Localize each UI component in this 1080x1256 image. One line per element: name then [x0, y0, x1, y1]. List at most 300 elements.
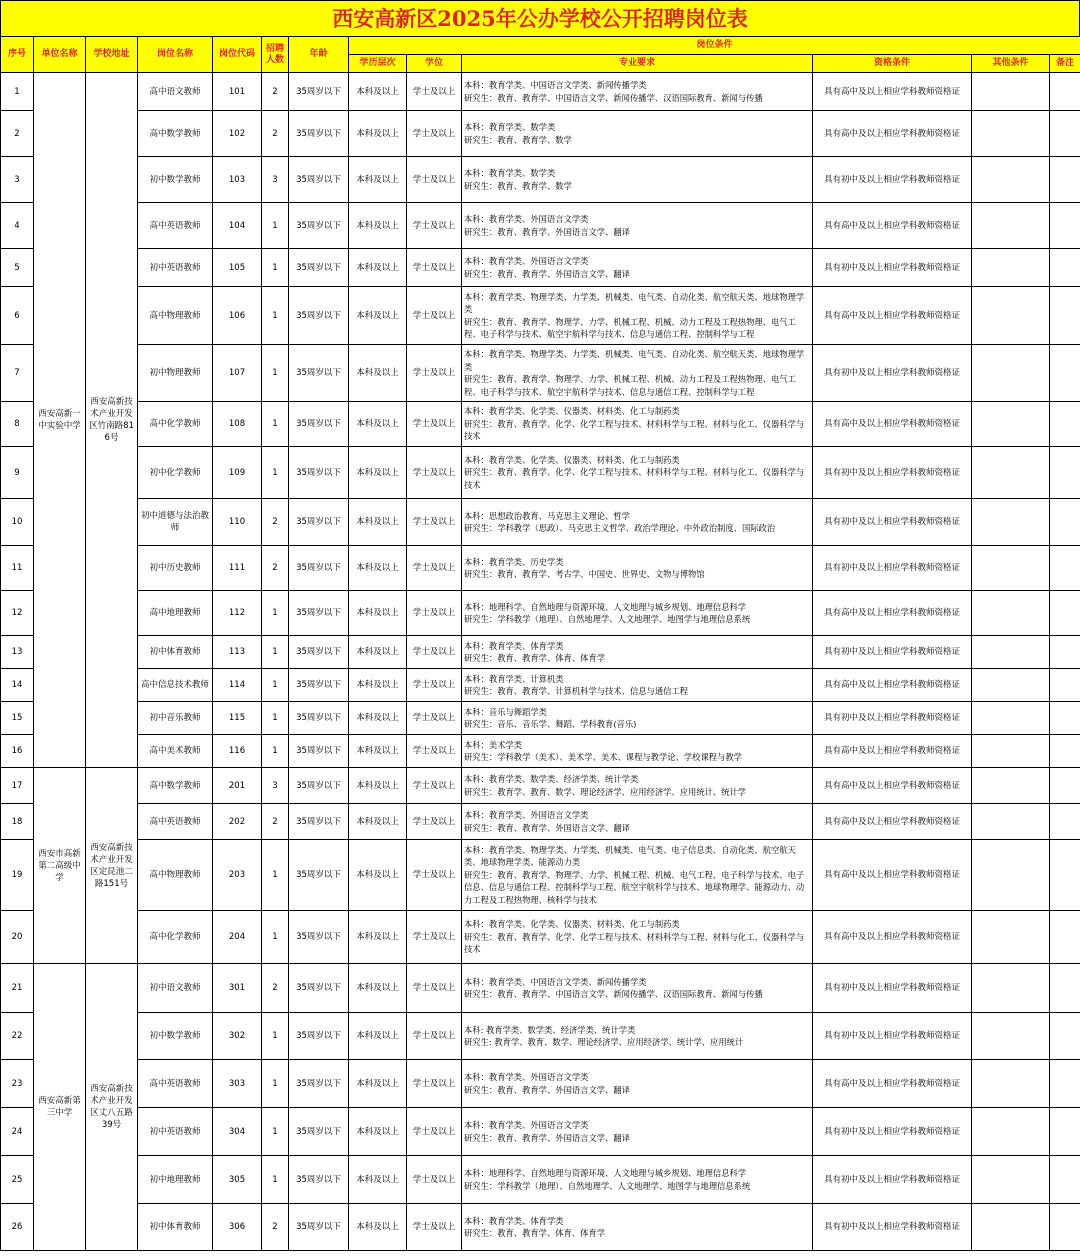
cell-position: 高中数学教师	[138, 111, 213, 157]
cell-qualification: 具有高中及以上相应学科教师资格证	[813, 591, 972, 636]
cell-count: 1	[262, 1060, 289, 1108]
cell-remark	[1050, 768, 1080, 804]
cell-degree: 学士及以上	[407, 73, 462, 111]
cell-count: 2	[262, 111, 289, 157]
major-line: 本科：教育学类、历史学类	[464, 556, 564, 567]
cell-age: 35周岁以下	[289, 402, 349, 447]
cell-education: 本科及以上	[349, 111, 407, 157]
cell-education: 本科及以上	[349, 702, 407, 735]
cell-unit: 西安高新第三中学	[34, 964, 86, 1251]
cell-qualification: 具有初中及以上相应学科教师资格证	[813, 249, 972, 287]
cell-education: 本科及以上	[349, 768, 407, 804]
cell-position: 初中英语教师	[138, 249, 213, 287]
cell-seq: 18	[1, 804, 34, 840]
cell-other	[972, 636, 1050, 669]
cell-age: 35周岁以下	[289, 735, 349, 768]
cell-education: 本科及以上	[349, 636, 407, 669]
cell-code: 102	[213, 111, 262, 157]
cell-qualification: 具有高中及以上相应学科教师资格证	[813, 73, 972, 111]
cell-other	[972, 1013, 1050, 1060]
cell-other	[972, 1108, 1050, 1156]
cell-degree: 学士及以上	[407, 1060, 462, 1108]
cell-seq: 8	[1, 402, 34, 447]
cell-seq: 15	[1, 702, 34, 735]
cell-major	[462, 402, 813, 447]
cell-other	[972, 768, 1050, 804]
major-line: 研究生：教育、教育学、物理学、力学、机械工程、机械、电气工程、电子科学与技术、电子信息、信息与通信工程、控制科学与工程、航空宇航科学与技术、地球物理学、能源动力、动力工程及工程热物理、核科学与技术	[464, 869, 805, 905]
cell-qualification: 具有初中及以上相应学科教师资格证	[813, 1013, 972, 1060]
cell-position: 初中体育教师	[138, 1204, 213, 1251]
header-address: 学校地址	[86, 37, 138, 73]
cell-age: 35周岁以下	[289, 203, 349, 249]
table-row	[1, 768, 1080, 804]
cell-remark	[1050, 249, 1080, 287]
cell-qualification: 具有初中及以上相应学科教师资格证	[813, 1108, 972, 1156]
major-line: 研究生：教育、教育学、物理学、力学、机械工程、机械、动力工程及工程热物理、电气工程、电子科学与技术、航空宇航科学与技术、信息与通信工程、控制科学与工程	[464, 316, 796, 339]
recruitment-table	[0, 36, 1080, 1251]
cell-code: 112	[213, 591, 262, 636]
cell-seq: 5	[1, 249, 34, 287]
cell-position: 初中数学教师	[138, 157, 213, 203]
cell-code: 104	[213, 203, 262, 249]
table-row	[1, 203, 1080, 249]
cell-major	[462, 735, 813, 768]
cell-education: 本科及以上	[349, 249, 407, 287]
table-row	[1, 964, 1080, 1013]
cell-education: 本科及以上	[349, 447, 407, 499]
major-line: 本科：教育学类、外国语言文学类	[464, 214, 589, 224]
cell-position: 高中英语教师	[138, 203, 213, 249]
major-line: 研究生：教育、教育学、化学、化学工程与技术、材料科学与工程、材料与化工、仪器科学与技术	[464, 931, 805, 955]
cell-seq: 4	[1, 203, 34, 249]
table-row	[1, 111, 1080, 157]
cell-age: 35周岁以下	[289, 73, 349, 111]
cell-position: 高中地理教师	[138, 591, 213, 636]
cell-qualification: 具有初中及以上相应学科教师资格证	[813, 702, 972, 735]
cell-count: 1	[262, 702, 289, 735]
cell-qualification: 具有初中及以上相应学科教师资格证	[813, 546, 972, 591]
cell-major	[462, 1060, 813, 1108]
cell-code: 114	[213, 669, 262, 702]
table-row	[1, 840, 1080, 911]
cell-seq: 6	[1, 287, 34, 345]
cell-seq: 20	[1, 911, 34, 964]
cell-education: 本科及以上	[349, 345, 407, 402]
table-row	[1, 249, 1080, 287]
header-major: 专业要求	[462, 55, 813, 73]
cell-age: 35周岁以下	[289, 546, 349, 591]
major-line: 本科：教育学类、计算机类	[464, 673, 564, 684]
cell-remark	[1050, 591, 1080, 636]
cell-position: 高中美术教师	[138, 735, 213, 768]
cell-qualification: 具有初中及以上相应学科教师资格证	[813, 636, 972, 669]
cell-count: 3	[262, 157, 289, 203]
major-line: 研究生：教育、教育学、数学	[464, 134, 572, 145]
cell-qualification: 具有高中及以上相应学科教师资格证	[813, 1060, 972, 1108]
cell-major	[462, 636, 813, 669]
cell-other	[972, 447, 1050, 499]
cell-degree: 学士及以上	[407, 911, 462, 964]
cell-seq: 17	[1, 768, 34, 804]
cell-remark	[1050, 840, 1080, 911]
cell-age: 35周岁以下	[289, 287, 349, 345]
major-line: 本科：教育学类、外国语言文学类	[464, 1120, 589, 1130]
table-row	[1, 287, 1080, 345]
cell-education: 本科及以上	[349, 546, 407, 591]
major-line: 研究生：教育、教育学、体育、体育学	[464, 1228, 606, 1238]
major-line: 本科：美术学类	[464, 739, 523, 750]
header-position: 岗位名称	[138, 37, 213, 73]
table-row	[1, 1156, 1080, 1204]
cell-seq: 1	[1, 73, 34, 111]
major-line: 研究生：学科教学（美术）、美术学、美术、课程与教学论、学校课程与教学	[464, 752, 742, 762]
cell-address: 西安高新技术产业开发区竹南路816号	[86, 73, 138, 768]
cell-code: 304	[213, 1108, 262, 1156]
cell-other	[972, 669, 1050, 702]
cell-age: 35周岁以下	[289, 1204, 349, 1251]
cell-major	[462, 840, 813, 911]
major-line: 本科：教育学类、体育学类	[464, 1215, 564, 1226]
cell-degree: 学士及以上	[407, 447, 462, 499]
major-line: 研究生：学科教学（地理）、自然地理学、人文地理学、地图学与地理信息系统	[464, 614, 751, 624]
cell-other	[972, 287, 1050, 345]
cell-seq: 24	[1, 1108, 34, 1156]
cell-degree: 学士及以上	[407, 1156, 462, 1204]
cell-qualification: 具有初中及以上相应学科教师资格证	[813, 964, 972, 1013]
cell-remark	[1050, 636, 1080, 669]
cell-count: 1	[262, 735, 289, 768]
cell-degree: 学士及以上	[407, 1108, 462, 1156]
cell-major	[462, 702, 813, 735]
cell-age: 35周岁以下	[289, 345, 349, 402]
cell-degree: 学士及以上	[407, 111, 462, 157]
cell-age: 35周岁以下	[289, 636, 349, 669]
cell-other	[972, 840, 1050, 911]
cell-seq: 26	[1, 1204, 34, 1251]
header-qualification: 资格条件	[813, 55, 972, 73]
cell-qualification: 具有高中及以上相应学科教师资格证	[813, 287, 972, 345]
cell-code: 107	[213, 345, 262, 402]
cell-code: 305	[213, 1156, 262, 1204]
cell-age: 35周岁以下	[289, 669, 349, 702]
cell-age: 35周岁以下	[289, 1108, 349, 1156]
cell-other	[972, 546, 1050, 591]
cell-degree: 学士及以上	[407, 964, 462, 1013]
cell-other	[972, 402, 1050, 447]
cell-seq: 19	[1, 840, 34, 911]
cell-major	[462, 591, 813, 636]
cell-major	[462, 964, 813, 1013]
cell-position: 高中化学教师	[138, 402, 213, 447]
cell-position: 初中英语教师	[138, 1108, 213, 1156]
cell-code: 115	[213, 702, 262, 735]
cell-position: 初中道德与法治教师	[138, 499, 213, 546]
cell-qualification: 具有初中及以上相应学科教师资格证	[813, 1204, 972, 1251]
cell-seq: 13	[1, 636, 34, 669]
cell-seq: 11	[1, 546, 34, 591]
cell-remark	[1050, 402, 1080, 447]
cell-other	[972, 735, 1050, 768]
cell-degree: 学士及以上	[407, 546, 462, 591]
cell-education: 本科及以上	[349, 1156, 407, 1204]
cell-count: 1	[262, 911, 289, 964]
cell-age: 35周岁以下	[289, 447, 349, 499]
cell-position: 初中语文教师	[138, 964, 213, 1013]
cell-major	[462, 73, 813, 111]
cell-code: 202	[213, 804, 262, 840]
cell-degree: 学士及以上	[407, 345, 462, 402]
cell-major	[462, 203, 813, 249]
cell-remark	[1050, 1108, 1080, 1156]
major-line: 本科：教育学类、外国语言文学类	[464, 256, 589, 266]
cell-age: 35周岁以下	[289, 249, 349, 287]
major-line: 研究生：教育、教育学、中国语言文学、新闻传播学、汉语国际教育、新闻与传播	[464, 92, 763, 103]
cell-code: 201	[213, 768, 262, 804]
major-line: 本科：教育学类、物理学类、力学类、机械类、电气类、自动化类、航空航天类、地球物理学类	[464, 349, 805, 372]
table-row	[1, 402, 1080, 447]
cell-seq: 23	[1, 1060, 34, 1108]
major-line: 研究生：学科教学（地理）、自然地理学、人文地理学、地图学与地理信息系统	[464, 1180, 751, 1191]
table-row	[1, 73, 1080, 111]
major-line: 研究生：教育、教育学、外国语言文学、翻译	[464, 1132, 630, 1143]
cell-qualification: 具有初中及以上相应学科教师资格证	[813, 447, 972, 499]
cell-major	[462, 249, 813, 287]
page-title: 西安高新区2025年公办学校公开招聘岗位表	[0, 0, 1080, 36]
cell-age: 35周岁以下	[289, 1156, 349, 1204]
cell-position: 高中信息技术教师	[138, 669, 213, 702]
cell-code: 303	[213, 1060, 262, 1108]
major-line: 本科：教育学类、数学类	[464, 168, 556, 178]
cell-education: 本科及以上	[349, 157, 407, 203]
cell-count: 1	[262, 203, 289, 249]
cell-remark	[1050, 499, 1080, 546]
major-line: 本科：教育学类、数学类	[464, 122, 556, 132]
cell-age: 35周岁以下	[289, 1013, 349, 1060]
cell-position: 高中语文教师	[138, 73, 213, 111]
major-line: 研究生：教育、教育学、外国语言文学、翻译	[464, 1084, 630, 1095]
cell-major	[462, 546, 813, 591]
major-line: 研究生：教育、教育学、考古学、中国史、世界史、文物与博物馆	[464, 569, 705, 579]
cell-education: 本科及以上	[349, 964, 407, 1013]
cell-seq: 14	[1, 669, 34, 702]
cell-major	[462, 911, 813, 964]
cell-count: 2	[262, 964, 289, 1013]
cell-code: 113	[213, 636, 262, 669]
cell-seq: 10	[1, 499, 34, 546]
cell-degree: 学士及以上	[407, 636, 462, 669]
major-line: 本科：教育学类、中国语言文学类、新闻传播学类	[464, 80, 647, 90]
cell-remark	[1050, 111, 1080, 157]
cell-count: 2	[262, 499, 289, 546]
major-line: 研究生：教育、教育学、体育、体育学	[464, 653, 606, 663]
major-line: 研究生: 教育学、教育、数学、理论经济学、应用经济学、统计学、应用统计	[464, 1037, 744, 1047]
cell-code: 110	[213, 499, 262, 546]
cell-seq: 16	[1, 735, 34, 768]
cell-count: 1	[262, 636, 289, 669]
header-age: 年龄	[289, 37, 349, 73]
cell-major	[462, 287, 813, 345]
cell-degree: 学士及以上	[407, 735, 462, 768]
major-line: 研究生：教育、教育学、物理学、力学、机械工程、机械、动力工程及工程热物理、电气工程、电子科学与技术、航空宇航科学与技术、信息与通信工程、控制科学与工程	[464, 374, 796, 397]
cell-code: 204	[213, 911, 262, 964]
cell-address: 西安高新技术产业开发区丈八五路39号	[86, 964, 138, 1251]
cell-count: 1	[262, 1156, 289, 1204]
cell-major	[462, 447, 813, 499]
cell-position: 初中体育教师	[138, 636, 213, 669]
cell-remark	[1050, 287, 1080, 345]
cell-age: 35周岁以下	[289, 804, 349, 840]
cell-code: 302	[213, 1013, 262, 1060]
cell-other	[972, 1156, 1050, 1204]
cell-degree: 学士及以上	[407, 287, 462, 345]
cell-remark	[1050, 73, 1080, 111]
cell-other	[972, 911, 1050, 964]
cell-remark	[1050, 1156, 1080, 1204]
cell-remark	[1050, 1060, 1080, 1108]
major-line: 本科：教育学类、化学类、仪器类、材料类、化工与制药类	[464, 919, 680, 930]
cell-position: 高中物理教师	[138, 287, 213, 345]
cell-remark	[1050, 157, 1080, 203]
cell-other	[972, 249, 1050, 287]
table-row	[1, 804, 1080, 840]
cell-position: 初中历史教师	[138, 546, 213, 591]
cell-code: 105	[213, 249, 262, 287]
cell-other	[972, 203, 1050, 249]
cell-major	[462, 669, 813, 702]
cell-remark	[1050, 735, 1080, 768]
cell-position: 初中物理教师	[138, 345, 213, 402]
cell-position: 高中英语教师	[138, 804, 213, 840]
cell-age: 35周岁以下	[289, 111, 349, 157]
cell-qualification: 具有高中及以上相应学科教师资格证	[813, 840, 972, 911]
cell-position: 初中地理教师	[138, 1156, 213, 1204]
major-line: 本科：思想政治教育、马克思主义理论、哲学	[464, 510, 630, 521]
table-row	[1, 546, 1080, 591]
cell-other	[972, 157, 1050, 203]
cell-position: 初中数学教师	[138, 1013, 213, 1060]
table-row	[1, 1013, 1080, 1060]
cell-qualification: 具有高中及以上相应学科教师资格证	[813, 804, 972, 840]
cell-qualification: 具有高中及以上相应学科教师资格证	[813, 669, 972, 702]
cell-remark	[1050, 911, 1080, 964]
cell-unit: 西安市高新第二高级中学	[34, 768, 86, 964]
major-line: 研究生：教育、教育学、计算机科学与技术、信息与通信工程	[464, 686, 689, 696]
cell-age: 35周岁以下	[289, 840, 349, 911]
cell-count: 1	[262, 1013, 289, 1060]
header-unit: 单位名称	[34, 37, 86, 73]
table-row	[1, 591, 1080, 636]
header-code: 岗位代码	[213, 37, 262, 73]
cell-other	[972, 1060, 1050, 1108]
cell-code: 301	[213, 964, 262, 1013]
major-line: 研究生：音乐、音乐学、舞蹈、学科教育(音乐)	[464, 719, 637, 729]
cell-age: 35周岁以下	[289, 702, 349, 735]
major-line: 研究生：教育、教育学、外国语言文学、翻译	[464, 822, 630, 833]
cell-qualification: 具有高中及以上相应学科教师资格证	[813, 402, 972, 447]
table-row	[1, 157, 1080, 203]
cell-major	[462, 768, 813, 804]
cell-age: 35周岁以下	[289, 768, 349, 804]
cell-education: 本科及以上	[349, 840, 407, 911]
table-row	[1, 1108, 1080, 1156]
cell-degree: 学士及以上	[407, 1013, 462, 1060]
cell-remark	[1050, 702, 1080, 735]
cell-count: 2	[262, 73, 289, 111]
major-line: 本科：音乐与舞蹈学类	[464, 706, 547, 717]
cell-unit: 西安高新一中实验中学	[34, 73, 86, 768]
major-line: 研究生：教育、教育学、外国语言文学、翻译	[464, 226, 630, 237]
table-row	[1, 669, 1080, 702]
cell-major	[462, 345, 813, 402]
cell-other	[972, 111, 1050, 157]
cell-degree: 学士及以上	[407, 1204, 462, 1251]
cell-education: 本科及以上	[349, 203, 407, 249]
table-row	[1, 702, 1080, 735]
cell-major	[462, 157, 813, 203]
cell-count: 1	[262, 402, 289, 447]
cell-education: 本科及以上	[349, 287, 407, 345]
header-count: 招聘人数	[262, 37, 289, 73]
cell-degree: 学士及以上	[407, 591, 462, 636]
cell-degree: 学士及以上	[407, 402, 462, 447]
cell-code: 101	[213, 73, 262, 111]
cell-position: 高中英语教师	[138, 1060, 213, 1108]
cell-code: 111	[213, 546, 262, 591]
major-line: 本科：教育学类、数学类、经济学类、统计学类	[464, 774, 639, 784]
cell-other	[972, 1204, 1050, 1251]
table-row	[1, 447, 1080, 499]
cell-education: 本科及以上	[349, 735, 407, 768]
cell-count: 1	[262, 669, 289, 702]
cell-count: 1	[262, 447, 289, 499]
cell-education: 本科及以上	[349, 804, 407, 840]
cell-code: 116	[213, 735, 262, 768]
header-conditions: 岗位条件	[349, 37, 1080, 55]
table-row	[1, 345, 1080, 402]
cell-remark	[1050, 203, 1080, 249]
cell-other	[972, 702, 1050, 735]
cell-other	[972, 73, 1050, 111]
cell-education: 本科及以上	[349, 499, 407, 546]
cell-qualification: 具有高中及以上相应学科教师资格证	[813, 768, 972, 804]
table-row	[1, 1204, 1080, 1251]
cell-count: 1	[262, 287, 289, 345]
cell-count: 1	[262, 249, 289, 287]
cell-remark	[1050, 447, 1080, 499]
cell-remark	[1050, 964, 1080, 1013]
cell-remark	[1050, 1204, 1080, 1251]
table-row	[1, 636, 1080, 669]
cell-degree: 学士及以上	[407, 768, 462, 804]
major-line: 本科：教育学类、中国语言文学类、新闻传播学类	[464, 976, 647, 987]
major-line: 本科：教育学类、化学类、仪器类、材料类、化工与制药类	[464, 406, 680, 417]
major-line: 本科: 教育学类、数学类、经济学类、统计学类	[464, 1024, 636, 1035]
cell-education: 本科及以上	[349, 911, 407, 964]
cell-count: 2	[262, 804, 289, 840]
cell-seq: 22	[1, 1013, 34, 1060]
cell-major	[462, 1013, 813, 1060]
cell-qualification: 具有高中及以上相应学科教师资格证	[813, 735, 972, 768]
header-education: 学历层次	[349, 55, 407, 73]
cell-age: 35周岁以下	[289, 499, 349, 546]
table-row	[1, 1060, 1080, 1108]
cell-seq: 9	[1, 447, 34, 499]
cell-major	[462, 111, 813, 157]
major-line: 研究生：教育、教育学、化学、化学工程与技术、材料科学与工程、材料与化工、仪器科学与技术	[464, 418, 805, 442]
cell-count: 1	[262, 840, 289, 911]
header-degree: 学位	[407, 55, 462, 73]
cell-qualification: 具有高中及以上相应学科教师资格证	[813, 111, 972, 157]
